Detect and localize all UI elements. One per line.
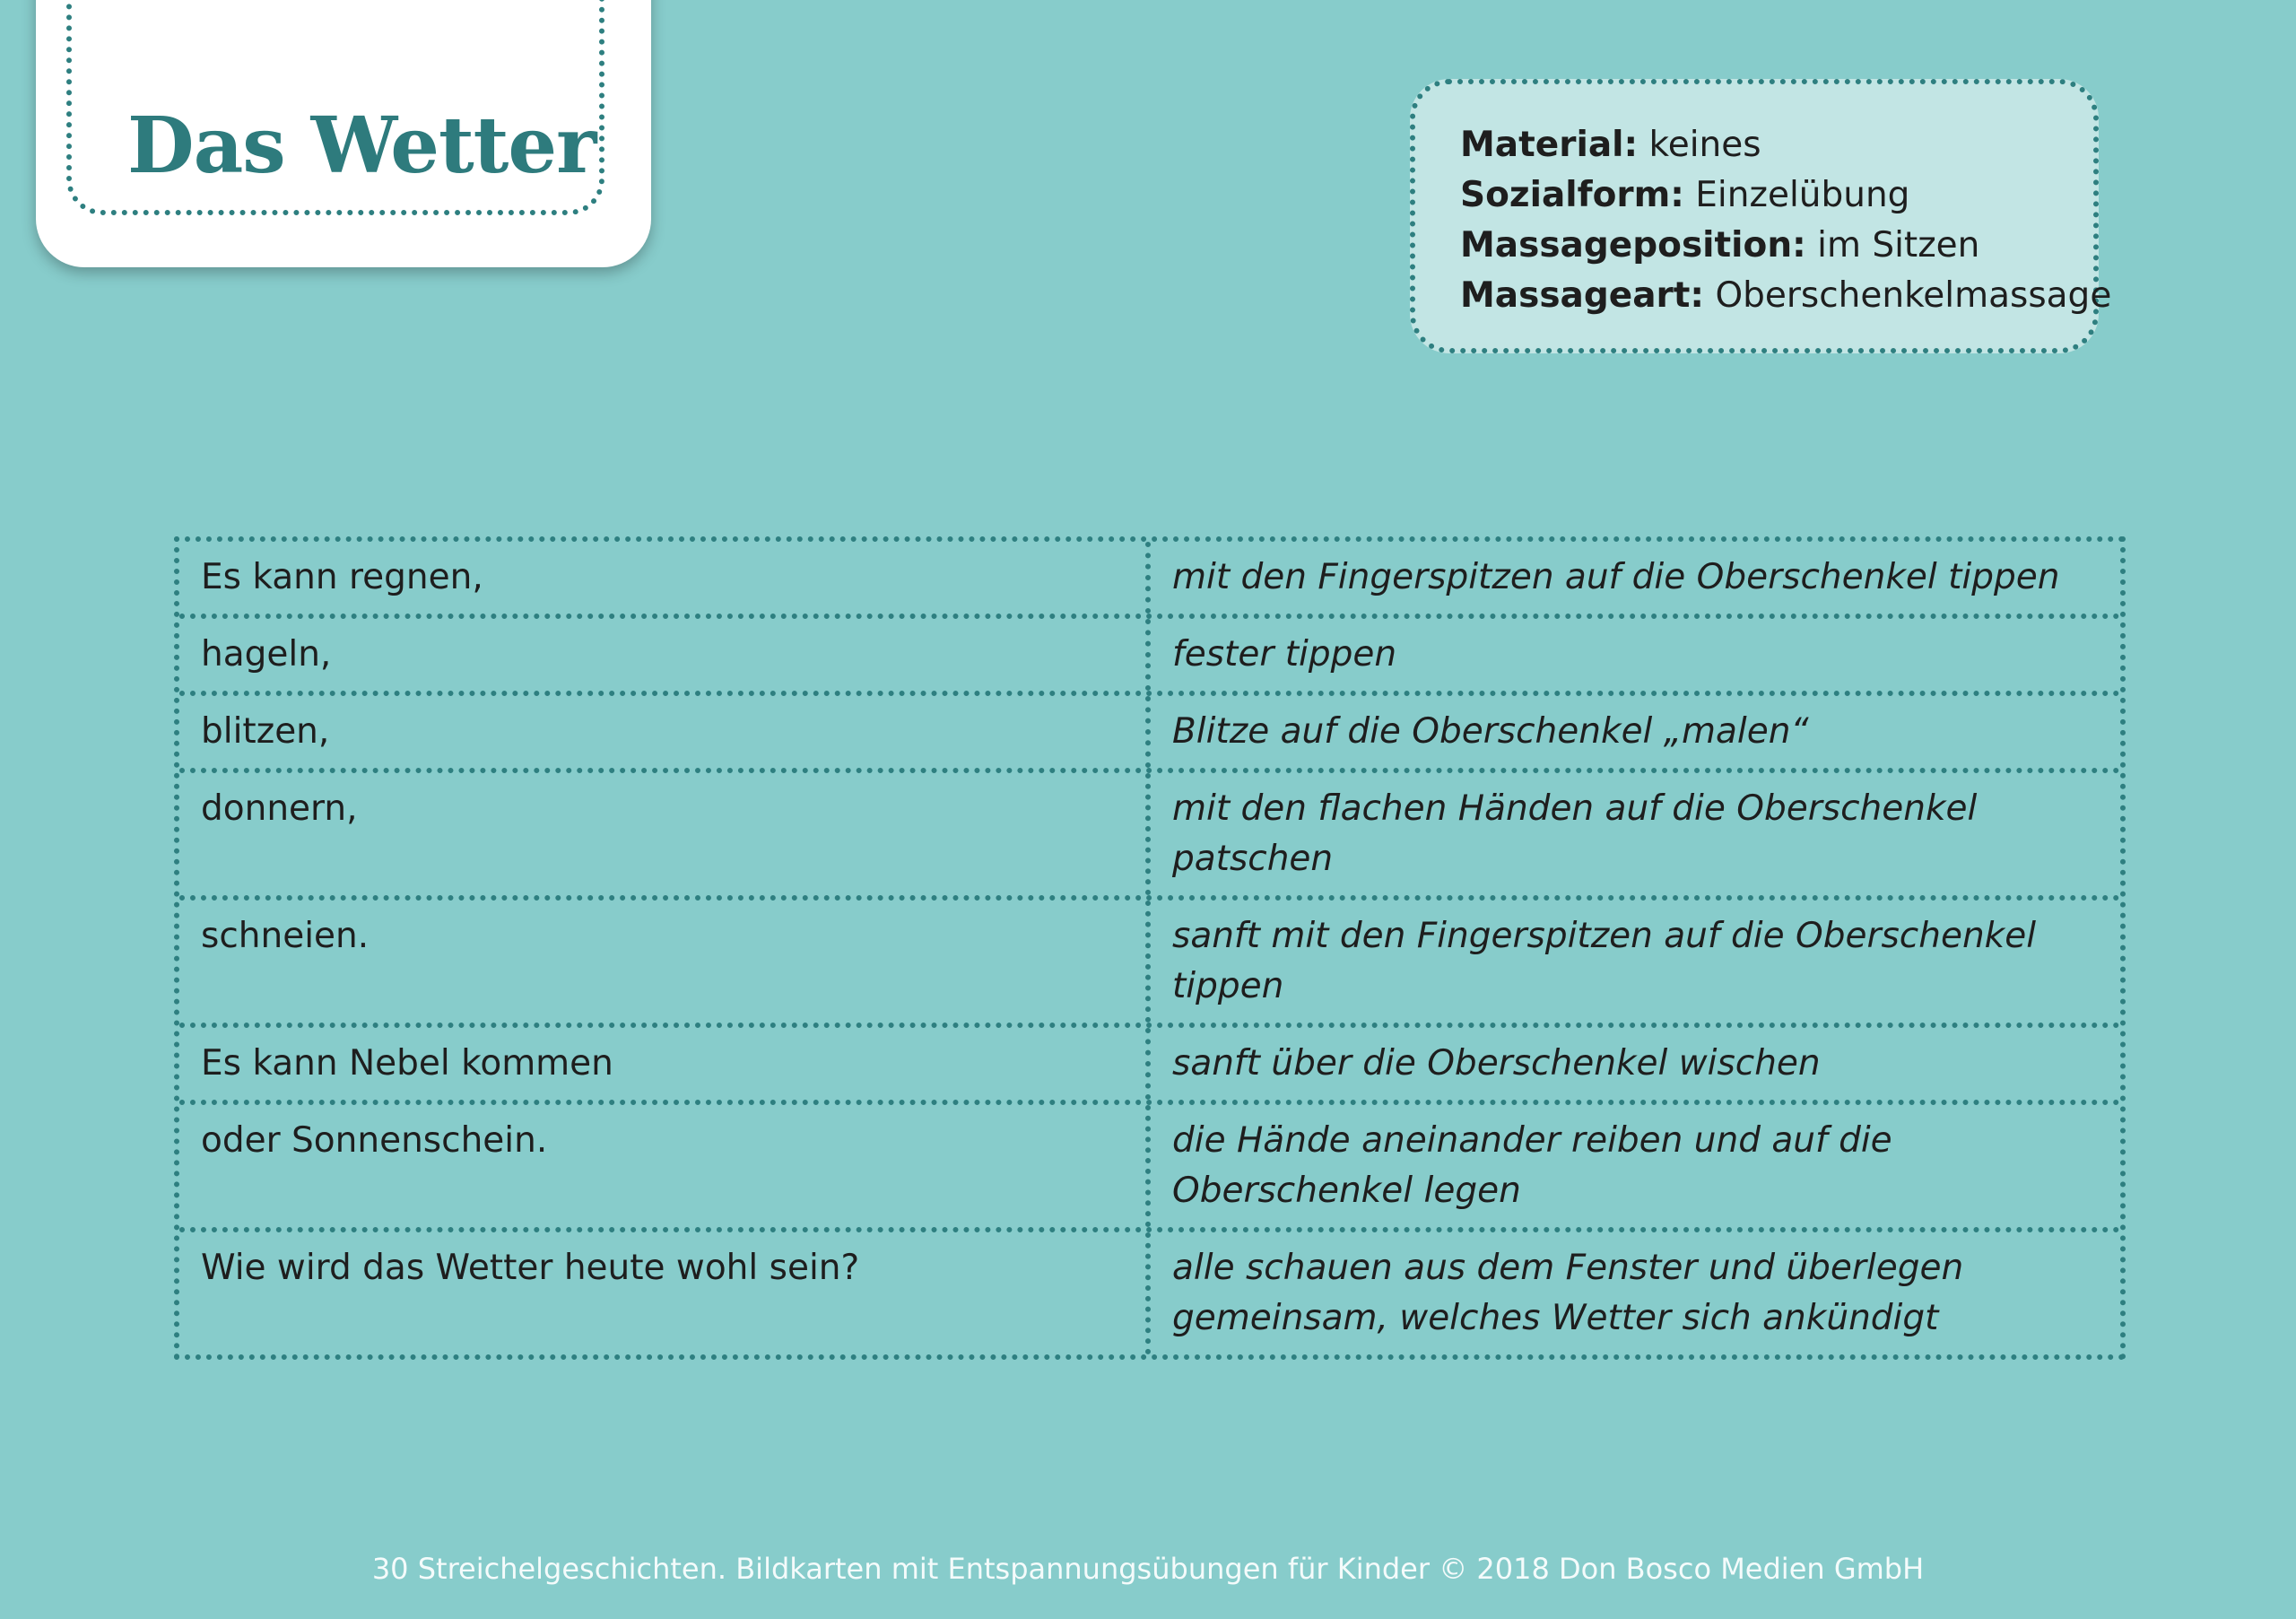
- story-text-cell: blitzen,: [179, 696, 1151, 768]
- footer-copyright: 30 Streichelgeschichten. Bildkarten mit Entspannungsübungen für Kinder © 2018 Don Bosco Medien GmbH: [371, 1552, 1925, 1586]
- info-key: Material:: [1460, 125, 1639, 165]
- action-cell: fester tippen: [1172, 634, 1397, 675]
- info-line-material: [1460, 120, 2093, 170]
- story-text-cell: Es kann Nebel kommen: [179, 1028, 1151, 1100]
- info-line-massageposition: [1460, 221, 2093, 271]
- info-value: im Sitzen: [1817, 225, 1980, 265]
- action-cell: sanft über die Oberschenkel wischen: [1172, 1043, 1821, 1084]
- info-key: Massageposition:: [1460, 225, 1806, 265]
- table-row: [179, 542, 2120, 614]
- story-text-cell: donnern,: [179, 773, 1151, 895]
- page-title: Das Wetter: [127, 100, 596, 191]
- action-cell: mit den flachen Händen auf die Oberschenkel patschen: [1172, 788, 1978, 879]
- info-line-sozialform: [1460, 170, 2093, 221]
- action-cell: Blitze auf die Oberschenkel „malen“: [1172, 711, 1809, 752]
- table-row: [179, 691, 2120, 768]
- story-text-cell: Es kann regnen,: [179, 542, 1151, 614]
- table-row: [179, 895, 2120, 1023]
- instruction-table: [174, 536, 2126, 1360]
- table-row: [179, 1100, 2120, 1227]
- table-row: [179, 1227, 2120, 1354]
- action-cell: mit den Fingerspitzen auf die Oberschenkel tippen: [1172, 557, 2060, 597]
- story-text-cell: hageln,: [179, 619, 1151, 691]
- table-row: [179, 1023, 2120, 1100]
- info-key: Sozialform:: [1460, 175, 1684, 215]
- title-card: [36, 0, 651, 267]
- info-value: keines: [1648, 125, 1761, 165]
- info-value: Einzelübung: [1695, 175, 1910, 215]
- table-row: [179, 768, 2120, 895]
- action-cell: die Hände aneinander reiben und auf die Oberschenkel legen: [1172, 1120, 1892, 1211]
- info-box: [1410, 79, 2112, 353]
- story-text-cell: Wie wird das Wetter heute wohl sein?: [179, 1232, 1151, 1354]
- info-key: Massageart:: [1460, 275, 1705, 316]
- story-text-cell: schneien.: [179, 901, 1151, 1023]
- action-cell: sanft mit den Fingerspitzen auf die Oberschenkel tippen: [1172, 916, 2037, 1006]
- info-line-massageart: [1460, 271, 2112, 321]
- info-value: Oberschenkelmassage: [1715, 275, 2112, 316]
- action-cell: alle schauen aus dem Fenster und überlegen gemeinsam, welches Wetter sich ankündigt: [1172, 1248, 1964, 1338]
- story-text-cell: oder Sonnenschein.: [179, 1105, 1151, 1227]
- table-row: [179, 614, 2120, 691]
